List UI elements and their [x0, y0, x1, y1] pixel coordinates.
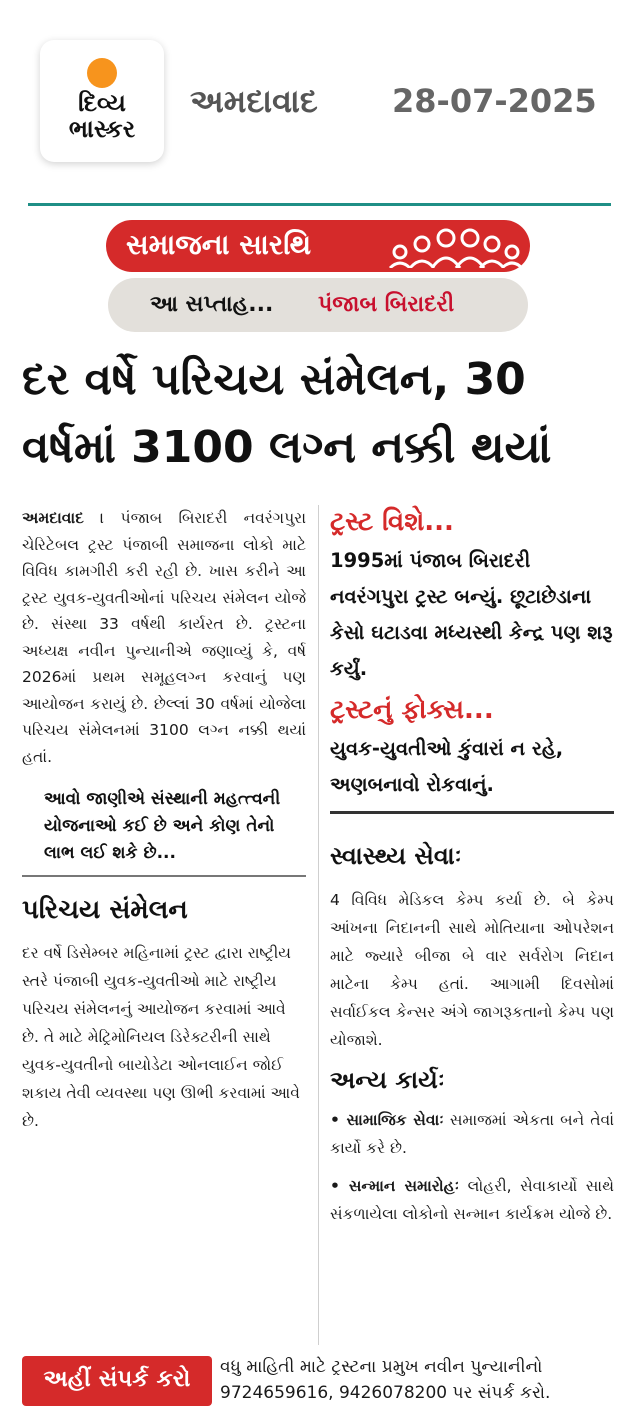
- callout-text: આવો જાણીએ સંસ્થાની મહત્ત્વની યોજનાઓ કઈ છે અને કોણ તેનો લાભ લઈ શકે છે...: [44, 789, 281, 863]
- trust-focus-title: ટ્રસ્ટનું ફોક્સ...: [330, 695, 494, 725]
- edition-city: અમદાવાદ: [190, 82, 318, 120]
- bullet-social-service: [330, 1106, 614, 1162]
- contact-label-box: [22, 1356, 212, 1406]
- section-text-parichay: દર વર્ષે ડિસેમ્બર મહિનામાં ટ્રસ્ટ દ્વારા રાષ્ટ્રીય સ્તરે પંજાબી યુવક-યુવતીઓ માટે રાષ્ટ્રીય પરિચય સંમેલનનું આયોજન કરવામાં આવે છે. તે માટે મેટ્રિમોનિયલ ડિરેક્ટરીની સાથે યુવક-યુવતીનો બાયોડેટા ઓનલાઈન જોઈ શકાય તેવી વ્યવસ્થા પણ ઊભી કરવામાં આવે છે.: [22, 944, 300, 1130]
- column-divider: [318, 505, 319, 1345]
- week-community-name: પંજાબ બિરાદરી: [318, 292, 455, 317]
- bullet-honor-label: • સન્માન સમારોહઃ: [330, 1177, 460, 1195]
- headline-line2: વર્ષમાં 3100 લગ્ન નક્કી થયાં: [22, 422, 552, 473]
- other-work-title: અન્ય કાર્યઃ: [330, 1066, 445, 1094]
- right-column: [330, 505, 614, 1228]
- sun-icon: [87, 58, 117, 88]
- bullet-honor-ceremony: [330, 1172, 614, 1228]
- left-column: [22, 505, 306, 1135]
- week-banner: [108, 278, 528, 332]
- about-trust-text: 1995માં પંજાબ બિરાદરી નવરંગપુરા ટ્રસ્ટ બન્યું. છૂટાછેડાના કેસો ઘટાડવા મધ્યસ્થી કેન્દ્ર પણ શરૂ કર્યું.: [330, 549, 613, 680]
- trust-divider: [330, 811, 614, 814]
- page-header: [0, 0, 623, 205]
- lead-text: । પંજાબ બિરાદરી નવરંગપુરા ચેરિટેબલ ટ્રસ્ટ પંજાબી સમાજના લોકો માટે વિવિધ કામગીરી કરી રહી છે. ખાસ કરીને આ ટ્રસ્ટ યુવક-યુવતીઓનાં પરિચય સંમેલન યોજે છે. સંસ્થા 33 વર્ષથી કાર્યરત છે. ટ્રસ્ટના અધ્યક્ષ નવીન પુન્યાનીએ જણાવ્યું કે, વર્ષ 2026માં પ્રથમ સમૂહલગ્ન કરવાનું પણ આયોજન કરાયું છે. છેલ્લાં 30 વર્ષમાં યોજેલા પરિચય સંમેલનમાં 3100 લગ્ન નક્કી થયાં હતાં.: [22, 509, 306, 766]
- edition-date: 28-07-2025: [392, 82, 597, 120]
- logo-text-line2: ભાસ્કર: [68, 115, 136, 143]
- about-trust-title: ટ્રસ્ટ વિશે...: [330, 507, 454, 537]
- health-service-title: સ્વાસ્થ્ય સેવાઃ: [330, 842, 462, 870]
- people-group-icon: [386, 226, 526, 268]
- section-title-parichay: પરિચય સંમેલન: [22, 895, 188, 925]
- headline-line1: દર વર્ષે પરિચય સંમેલન, 30: [22, 354, 526, 405]
- trust-focus-text: યુવક-યુવતીઓ કુંવારાં ન રહે, અણબનાવો રોકવાનું.: [330, 737, 564, 796]
- series-title: સમાજના સારથિ: [126, 228, 312, 261]
- section-divider: [22, 875, 306, 877]
- logo-text-line1: દિવ્ય: [78, 89, 126, 117]
- health-service-text: 4 વિવિધ મેડિકલ કેમ્પ કર્યા છે. બે કેમ્પ આંખના નિદાનની સાથે મોતિયાના ઓપરેશન માટે જ્યારે બીજા બે વાર સર્વરોગ નિદાન માટેના કેમ્પ હતાં. આગામી દિવસોમાં સર્વાઈકલ કેન્સર અંગે જાગરૂકતાનો કેમ્પ પણ યોજાશે.: [330, 891, 614, 1049]
- series-banner: [106, 220, 530, 272]
- header-divider: [28, 203, 611, 206]
- lead-paragraph: [22, 505, 306, 770]
- bullet-social-label: • સામાજિક સેવાઃ: [330, 1111, 444, 1129]
- dateline: અમદાવાદ: [22, 509, 84, 527]
- bullet-social-text: સમાજમાં એકતા બને તેવાં કાર્યો કરે છે.: [330, 1111, 614, 1157]
- divya-bhaskar-logo: [40, 40, 164, 162]
- contact-label: અહીં સંપર્ક કરો: [43, 1366, 191, 1392]
- contact-text: વધુ માહિતી માટે ટ્રસ્ટના પ્રમુખ નવીન પુન્યાનીનો 9724659616, 9426078200 પર સંપર્ક કરો.: [220, 1357, 551, 1403]
- bullet-honor-text: લોહરી, સેવાકાર્યો સાથે સંકળાયેલા લોકોનો સન્માન કાર્યક્રમ યોજે છે.: [330, 1177, 614, 1223]
- week-prefix: આ સપ્તાહ...: [150, 292, 274, 317]
